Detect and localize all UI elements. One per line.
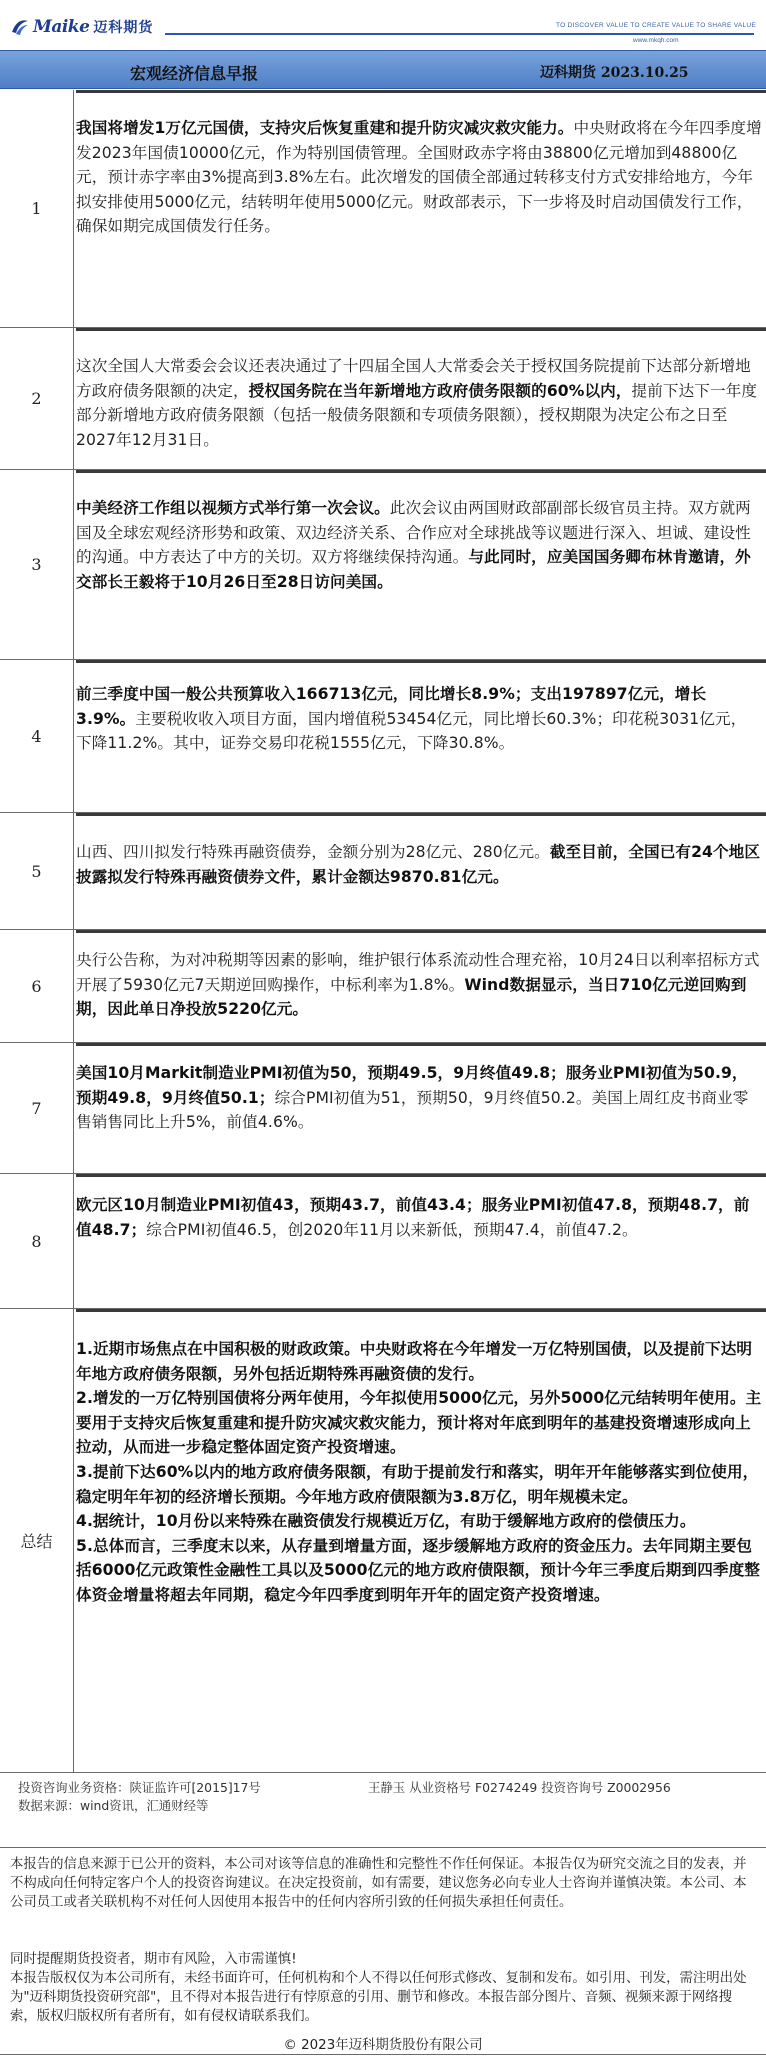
row-top-rule — [76, 90, 766, 93]
report-title: 宏观经济信息早报 — [130, 64, 259, 83]
row-number: 4 — [0, 660, 74, 812]
news-highlight: Wind数据显示，当日710亿元逆回购到期，因此单日净投放5220亿元。 — [76, 975, 747, 1019]
row-top-rule — [76, 930, 766, 933]
row-number: 2 — [0, 328, 74, 469]
news-row — [0, 90, 766, 328]
logo-en-text: Maike — [33, 17, 90, 37]
summary-item: 5.总体而言，三季度末以来，从存量到增量方面，逐步缓解地方政府的资金压力。去年同期主要包括6000亿元政策性金融性工具以及5000亿元的地方政府债限额，预计今年三季度后期到四季度整体资金增量将超去年同期，稳定今年四季度到明年开年的固定资产投资增速。 — [76, 1536, 760, 1604]
row-top-rule — [76, 328, 766, 331]
qualification-license: 投资咨询业务资格：陕证监许可[2015]17号 — [18, 1780, 261, 1795]
news-body: 山西、四川拟发行特殊再融资债券，金额分别为28亿元、280亿元。 — [76, 843, 550, 861]
report-org-date: 迈科期货 2023.10.25 — [540, 65, 689, 81]
company-logo — [10, 16, 153, 38]
summary-item: 4.据统计，10月份以来特殊在融资债发行规模近万亿，有助于缓解地方政府的偿债压力。 — [76, 1512, 696, 1531]
news-highlight: 与此同时，应美国国务卿布林肯邀请，外交部长王毅将于10月26日至28日访问美国。 — [76, 548, 751, 591]
row-top-rule — [76, 1043, 766, 1046]
banner-divider — [165, 33, 754, 35]
news-row — [0, 470, 766, 660]
summary-item: 1.近期市场焦点在中国积极的财政政策。中央财政将在今年增发一万亿特别国债，以及提前下达明年地方政府债务限额，另外包括近期特殊再融资债的发行。 — [76, 1340, 753, 1383]
news-highlight: 中美经济工作组以视频方式举行第一次会议。 — [76, 499, 390, 517]
news-text — [76, 1193, 762, 1242]
news-body: 提前下达下一年度部分新增地方政府债务限额（包括一般债务限额和专项债务限额），授权期限为决定公布之日至2027年12月31日。 — [76, 381, 758, 449]
disclaimer-block — [0, 1847, 766, 2055]
news-highlight: 美国10月Markit制造业PMI初值为50，预期49.5，9月终值49.8；服务业PMI初值为50.9，预期49.8，9月终值50.1； — [76, 1064, 748, 1107]
report-banner — [0, 0, 766, 49]
logo-swoosh-icon — [10, 17, 30, 37]
company-website: www.mkqh.com — [633, 37, 679, 44]
logo-cn-text: 迈科期货 — [93, 20, 154, 36]
news-row — [0, 930, 766, 1043]
news-text — [76, 116, 762, 239]
summary-top-rule — [76, 1309, 766, 1312]
news-row — [0, 1043, 766, 1174]
news-body: 综合PMI初值46.5，创2020年11月以来新低，预期47.4，前值47.2。 — [146, 1220, 638, 1239]
news-highlight: 授权国务院在当年新增地方政府债务限额的60%以内， — [248, 381, 632, 400]
news-highlight: 前三季度中国一般公共预算收入166713亿元，同比增长8.9%；支出197897亿元，增长3.9%。 — [76, 685, 707, 728]
report-title-bar — [0, 50, 766, 89]
summary-item: 3.提前下达60%以内的地方政府债务限额，有助于提前发行和落实，明年开年能够落实到位使用，稳定明年年初的经济增长预期。今年地方政府债限额为3.8万亿，明年规模未定。 — [76, 1462, 759, 1506]
summary-item: 2.增发的一万亿特别国债将分两年使用，今年拟使用5000亿元，另外5000亿元结转明年使用。主要用于支持灾后恢复重建和提升防灾减灾救灾能力，预计将对年底到明年的基建投资增速形成向上拉动，从而进一步稳定整体固定资产投资增速。 — [76, 1389, 762, 1457]
summary-row — [0, 1309, 766, 1773]
row-number: 5 — [0, 813, 74, 929]
news-text — [76, 496, 762, 594]
news-row — [0, 328, 766, 470]
news-text — [76, 948, 762, 1022]
news-text — [76, 682, 762, 756]
news-body: 综合PMI初值为51，预期50，9月终值50.2。美国上周红皮书商业零售销售同比上升5%，前值4.6%。 — [76, 1088, 749, 1132]
news-body: 央行公告称，为对冲税期等因素的影响，维护银行体系流动性合理充裕，10月24日以利率招标方式开展了5930亿元7天期逆回购操作，中标利率为1.8%。 — [76, 951, 760, 994]
row-number: 6 — [0, 930, 74, 1042]
disclaimer-paragraph-2: 同时提醒期货投资者，期市有风险，入市需谨慎! — [10, 1952, 297, 1967]
news-row — [0, 660, 766, 813]
news-highlight: 欧元区10月制造业PMI初值43，预期43.7，前值43.4；服务业PMI初值47.8，预期48.7，前值48.7； — [76, 1196, 750, 1239]
news-body: 主要税收收入项目方面，国内增值税53454亿元，同比增长60.3%；印花税3031亿元，下降11.2%。其中，证券交易印花税1555亿元，下降30.8%。 — [76, 709, 747, 753]
row-top-rule — [76, 660, 766, 663]
news-text — [76, 354, 762, 452]
summary-text — [76, 1337, 762, 1608]
summary-label: 总结 — [0, 1309, 74, 1772]
row-top-rule — [76, 470, 766, 473]
news-highlight: 截至目前，全国已有24个地区披露拟发行特殊再融资债券文件，累计金额达9870.81亿元。 — [76, 843, 761, 886]
row-number: 8 — [0, 1174, 74, 1308]
company-slogan: TO DISCOVER VALUE TO CREATE VALUE TO SHARE VALUE — [556, 22, 757, 29]
data-source: 数据来源：wind资讯，汇通财经等 — [18, 1798, 209, 1813]
row-top-rule — [76, 813, 766, 816]
news-text — [76, 1061, 762, 1135]
news-highlight: 我国将增发1万亿元国债，支持灾后恢复重建和提升防灾减灾救灾能力。 — [76, 119, 574, 137]
copyright-text: © 2023年迈科期货股份有限公司 — [283, 2038, 483, 2053]
row-number: 1 — [0, 90, 74, 327]
qualification-block — [0, 1773, 766, 1847]
disclaimer-paragraph-3: 本报告版权仅为本公司所有，未经书面许可，任何机构和个人不得以任何形式修改、复制和发布。如引用、刊发，需注明出处为"迈科期货投资研究部"，且不得对本报告进行有悖原意的引用、删节和修改。本报告部分图片、音频、视频来源于网络搜索，版权归版权所有者所有，如有侵权请联系我们。 — [10, 1971, 747, 2025]
row-number: 7 — [0, 1043, 74, 1173]
row-number: 3 — [0, 470, 74, 659]
news-body: 这次全国人大常委会会议还表决通过了十四届全国人大常委会关于授权国务院提前下达部分新增地方政府债务限额的决定， — [76, 357, 751, 400]
row-top-rule — [76, 1174, 766, 1177]
news-text — [76, 840, 762, 889]
news-body: 中央财政将在今年四季度增发2023年国债10000亿元，作为特别国债管理。全国财政赤字将由38800亿元增加到48800亿元，预计赤字率由3%提高到3.8%左右。此次增发的国债全部通过转移支付方式安排给地方，今年拟安排使用5000亿元，结转明年使用5000亿元。财政部表示，下一步将及时启动国债发行工作，确保如期完成国债发行任务。 — [76, 119, 762, 236]
news-body: 此次会议由两国财政部副部长级官员主持。双方就两国及全球宏观经济形势和政策、双边经济关系、合作应对全球挑战等议题进行深入、坦诚、建设性的沟通。中方表达了中方的关切。双方将继续保持沟通。 — [76, 499, 751, 567]
news-row — [0, 1174, 766, 1309]
news-row — [0, 813, 766, 930]
analyst-info: 王静玉 从业资格号 F0274249 投资咨询号 Z0002956 — [368, 1780, 671, 1795]
disclaimer-paragraph-1: 本报告的信息来源于已公开的资料，本公司对该等信息的准确性和完整性不作任何保证。本报告仅为研究交流之目的发表，并不构成向任何特定客户个人的投资咨询建议。在决定投资前，如有需要，建议您务必向专业人士咨询并谨慎决策。本公司、本公司员工或者关联机构不对任何人因使用本报告中的任何内容所引致的任何损失承担任何责任。 — [10, 1857, 747, 1911]
